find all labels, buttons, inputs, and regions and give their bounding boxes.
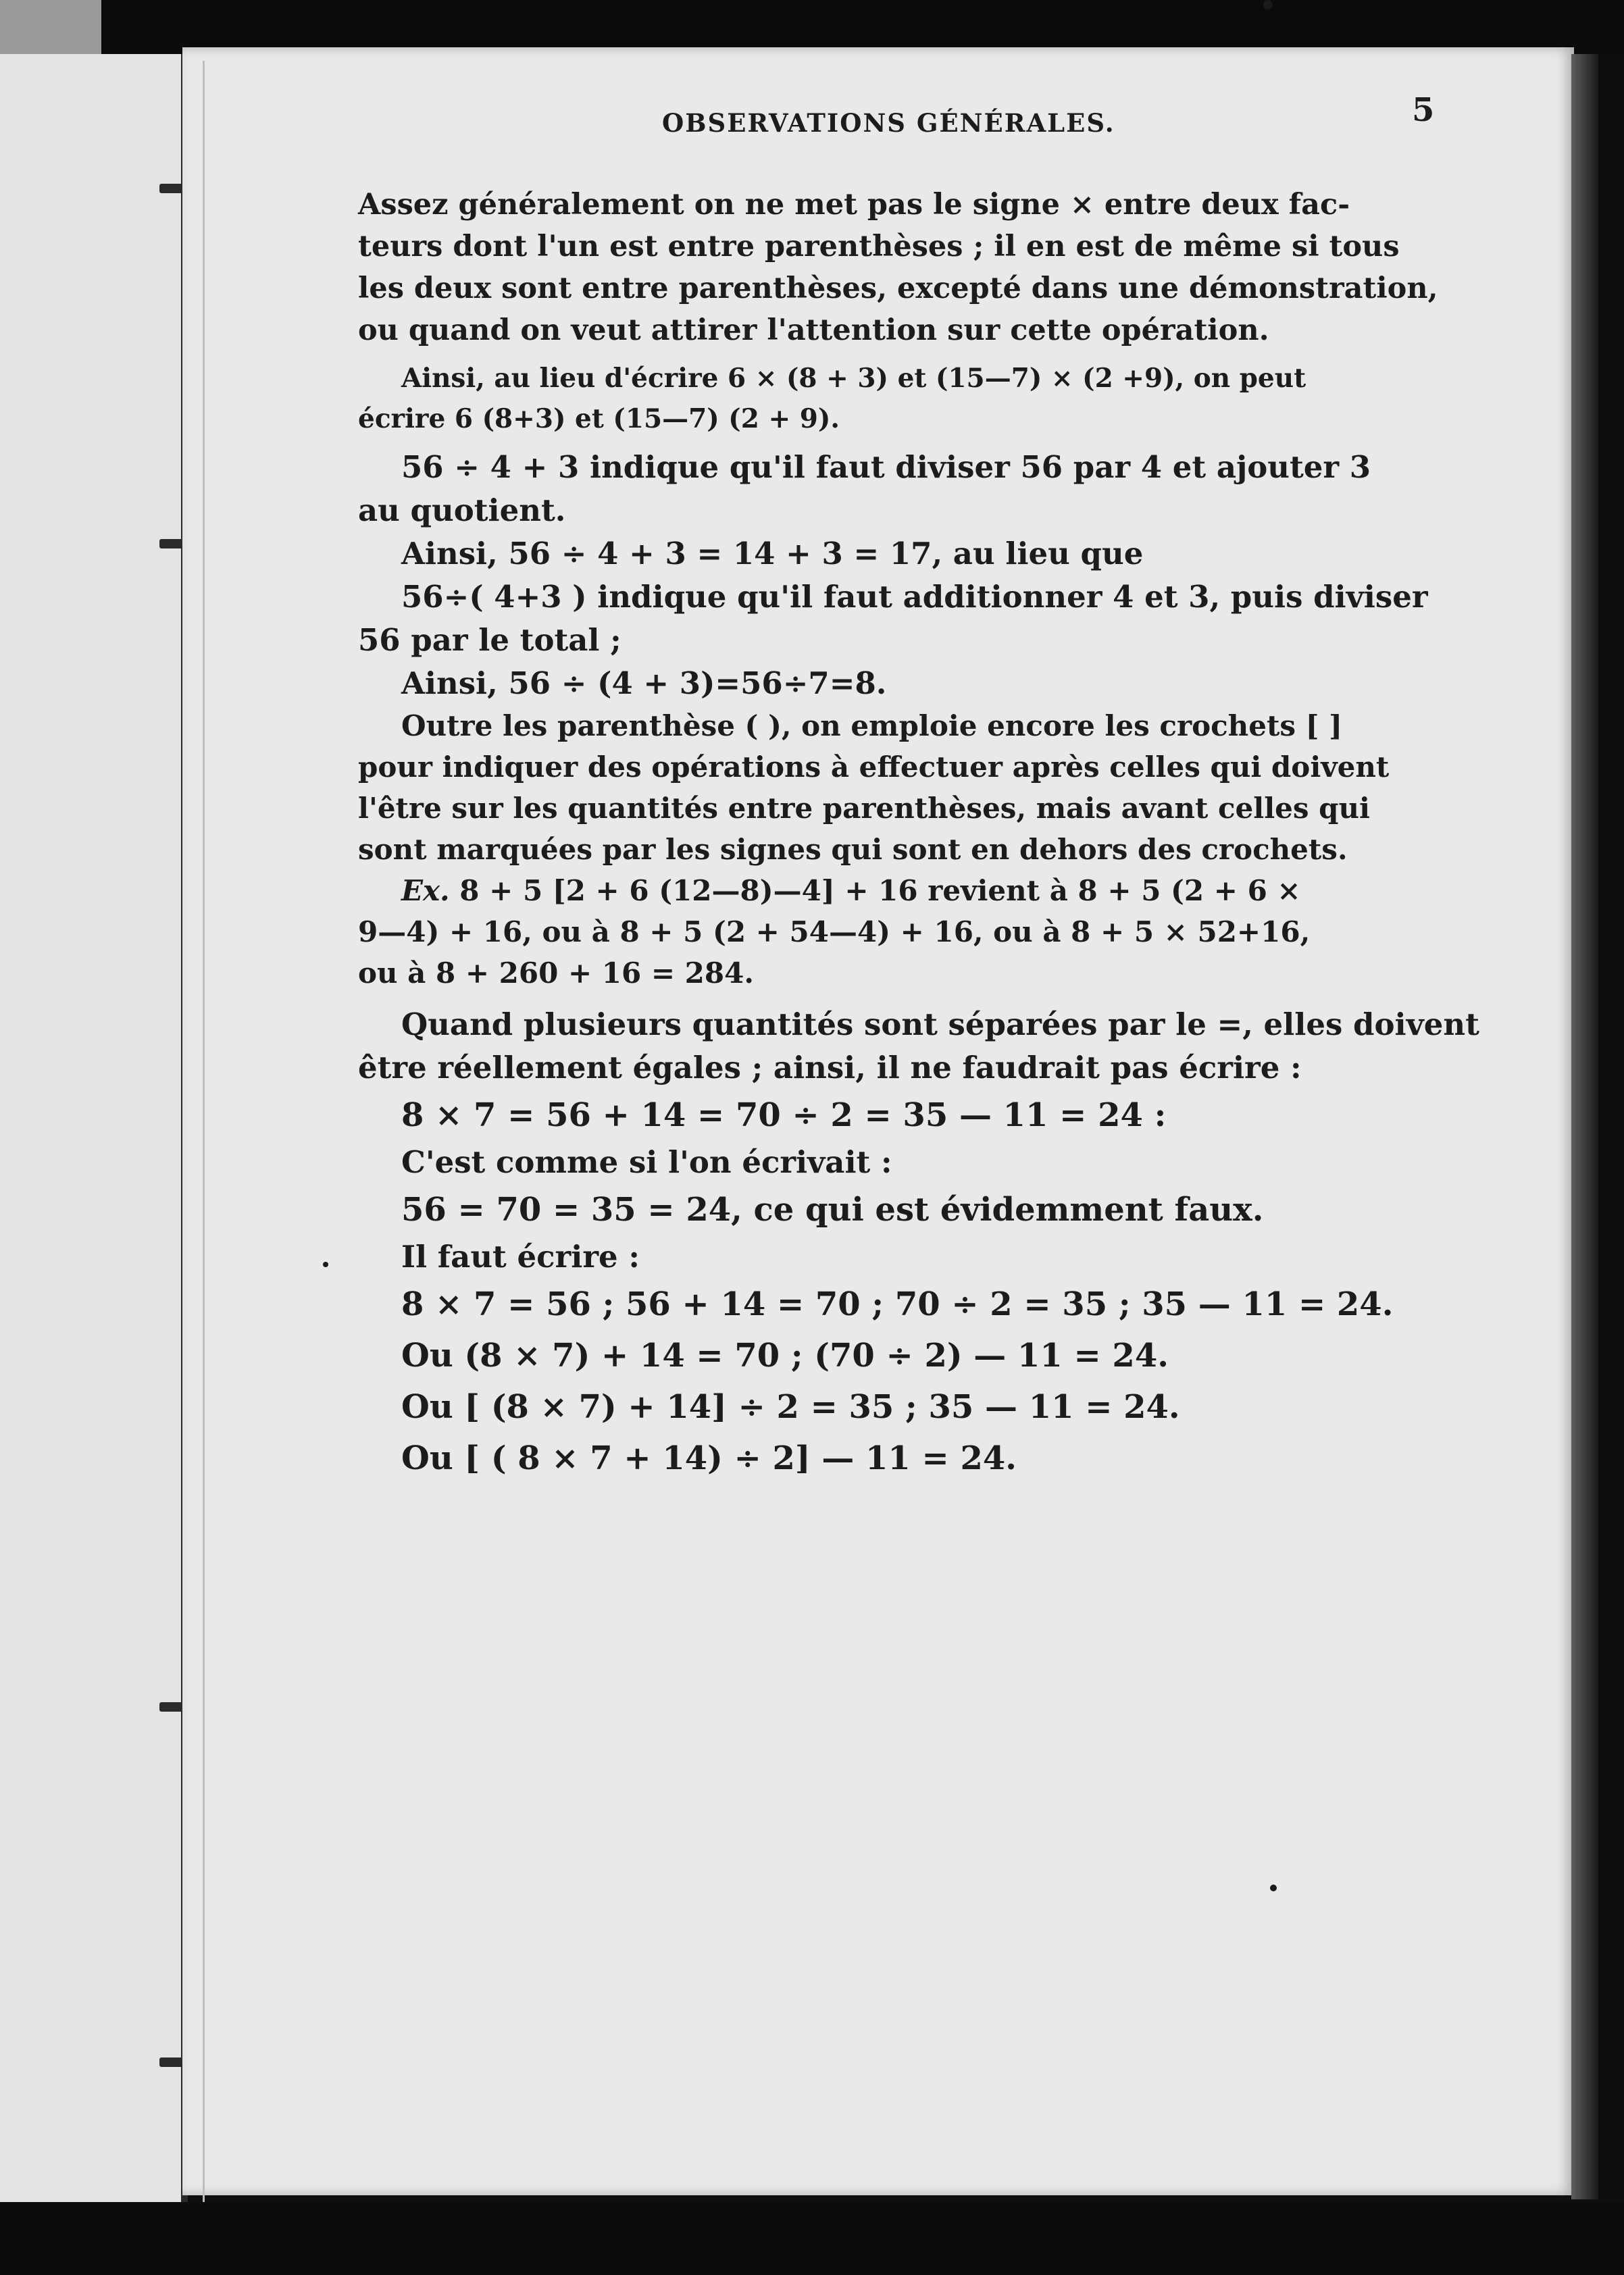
scan-speck <box>323 1262 328 1267</box>
equation-line: 8 × 7 = 56 ; 56 + 14 = 70 ; 70 ÷ 2 = 35 ; 35 — 11 = 24. <box>401 1285 1394 1323</box>
text-line: Ainsi, 56 ÷ (4 + 3)=56÷7=8. <box>401 665 887 701</box>
text-line: Ainsi, 56 ÷ 4 + 3 = 14 + 3 = 17, au lieu que <box>401 536 1144 571</box>
example-label: Ex. <box>401 874 450 907</box>
text-line: 9—4) + 16, ou à 8 + 5 (2 + 54—4) + 16, ou à 8 + 5 × 52+16, <box>358 915 1311 948</box>
paragraph-equality <box>358 1003 1479 1090</box>
text-line: Ainsi, au lieu d'écrire 6 × (8 + 3) et (15—7) × (2 +9), on peut <box>401 363 1306 394</box>
scan-speck <box>1263 0 1273 9</box>
page-right-edge <box>1571 54 1598 2199</box>
text-line: 56÷( 4+3 ) indique qu'il faut additionner 4 et 3, puis diviser <box>401 579 1428 615</box>
text-line: pour indiquer des opérations à effectuer après celles qui doivent <box>358 750 1390 784</box>
text-line: Assez généralement on ne met pas le signe × entre deux fac- <box>358 188 1350 222</box>
text-line: au quotient. <box>358 492 566 528</box>
text-line: ou à 8 + 260 + 16 = 284. <box>358 956 754 990</box>
equation-block-correct <box>358 1279 1439 1484</box>
paragraph-comme <box>358 1141 1439 1184</box>
equation-line: 56 = 70 = 35 = 24, ce qui est évidemment faux. <box>401 1191 1264 1229</box>
left-leaf <box>0 54 181 2202</box>
equation-block <box>358 1184 1439 1235</box>
running-head: OBSERVATIONS GÉNÉRALES. <box>662 108 1115 138</box>
paragraph-brackets <box>358 705 1439 870</box>
paragraph-example-parentheses <box>358 358 1439 439</box>
paragraph-division-order <box>358 446 1439 705</box>
text-line: les deux sont entre parenthèses, excepté dans une démonstration, <box>358 272 1438 305</box>
page-body <box>358 184 1479 1484</box>
previous-leaf-edge <box>0 0 101 58</box>
equation-line: Ou [ (8 × 7) + 14] ÷ 2 = 35 ; 35 — 11 = 24. <box>401 1388 1180 1426</box>
text-line: Il faut écrire : <box>401 1239 640 1275</box>
scan-bottom-border <box>0 2203 1624 2275</box>
text-line: ou quand on veut attirer l'attention sur cette opération. <box>358 313 1269 347</box>
scan-top-border <box>0 0 1624 54</box>
equation-line: 8 × 7 = 56 + 14 = 70 ÷ 2 = 35 — 11 = 24 : <box>401 1096 1167 1134</box>
paragraph-il-faut <box>358 1235 1439 1279</box>
text-line: 56 par le total ; <box>358 622 621 658</box>
text-line: écrire 6 (8+3) et (15—7) (2 + 9). <box>358 403 840 434</box>
text-line: sont marquées par les signes qui sont en dehors des crochets. <box>358 833 1348 866</box>
example-text: 8 + 5 [2 + 6 (12—8)—4] + 16 revient à 8 + 5 (2 + 6 × <box>449 874 1301 907</box>
text-line: être réellement égales ; ainsi, il ne faudrait pas écrire : <box>358 1050 1302 1085</box>
text-line: Outre les parenthèse ( ), on emploie encore les crochets [ ] <box>401 709 1342 742</box>
paragraph-parentheses-rule <box>358 184 1439 351</box>
text-line: teurs dont l'un est entre parenthèses ; il en est de même si tous <box>358 230 1400 263</box>
equation-line: Ou [ ( 8 × 7 + 14) ÷ 2] — 11 = 24. <box>401 1439 1017 1477</box>
equation-line: Ou (8 × 7) + 14 = 70 ; (70 ÷ 2) — 11 = 24. <box>401 1337 1169 1375</box>
text-line: Quand plusieurs quantités sont séparées par le =, elles doivent <box>401 1006 1479 1042</box>
paragraph-brackets-example <box>358 870 1439 994</box>
text-line: C'est comme si l'on écrivait : <box>401 1144 892 1180</box>
text-line <box>358 870 1439 911</box>
text-line: l'être sur les quantités entre parenthèses, mais avant celles qui <box>358 792 1371 825</box>
equation-block <box>358 1090 1439 1141</box>
text-line: 56 ÷ 4 + 3 indique qu'il faut diviser 56 par 4 et ajouter 3 <box>401 449 1371 485</box>
page-inner-margin-line <box>203 61 205 2202</box>
page-number: 5 <box>1412 91 1435 129</box>
scan-speck <box>1270 1885 1277 1891</box>
